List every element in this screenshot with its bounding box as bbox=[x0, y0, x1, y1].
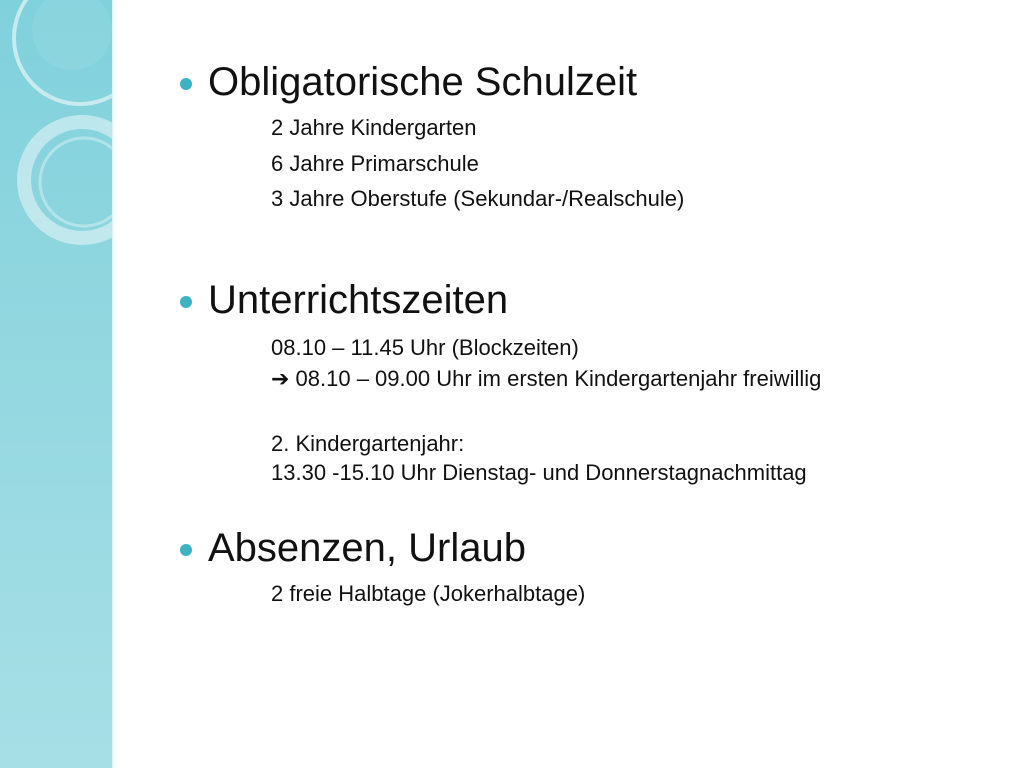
list-item: 2. Kindergartenjahr: bbox=[271, 431, 465, 456]
bullet-icon bbox=[180, 296, 192, 308]
section-heading: Unterrichtszeiten bbox=[208, 278, 509, 322]
list-item: 6 Jahre Primarschule bbox=[271, 151, 479, 176]
bullet-icon bbox=[180, 544, 192, 556]
list-item: 08.10 – 11.45 Uhr (Blockzeiten) bbox=[271, 335, 579, 360]
list-item: ➔ 08.10 – 09.00 Uhr im ersten Kindergartenjahr freiwillig bbox=[271, 366, 822, 391]
side-panel-edge bbox=[112, 0, 115, 768]
bullet-icon bbox=[180, 78, 192, 90]
list-item: 13.30 -15.10 Uhr Dienstag- und Donnerstagnachmittag bbox=[271, 460, 807, 485]
decorative-side-panel bbox=[0, 0, 112, 768]
decorative-circles bbox=[0, 0, 112, 768]
list-item: 3 Jahre Oberstufe (Sekundar-/Realschule) bbox=[271, 186, 685, 211]
list-item: 2 Jahre Kindergarten bbox=[271, 115, 477, 140]
section-heading: Absenzen, Urlaub bbox=[208, 526, 526, 570]
list-item: 2 freie Halbtage (Jokerhalbtage) bbox=[271, 581, 586, 606]
section-heading: Obligatorische Schulzeit bbox=[208, 60, 638, 104]
